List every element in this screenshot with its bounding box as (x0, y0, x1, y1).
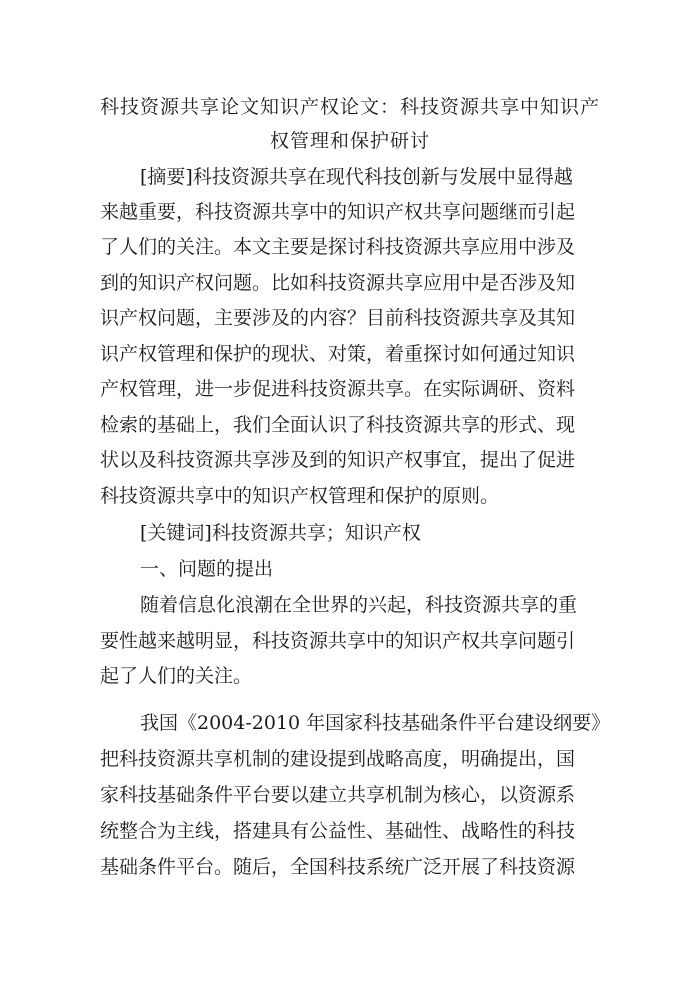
paragraph-line: 起了人们的关注。 (100, 665, 253, 687)
paragraph-line: 统整合为主线，搭建具有公益性、基础性、战略性的科技 (100, 820, 576, 842)
abstract-line: 来越重要，科技资源共享中的知识产权共享问题继而引起 (100, 201, 576, 223)
abstract-line: 产权管理，进一步促进科技资源共享。在实际调研、资料 (100, 378, 576, 400)
abstract-line: [摘要]科技资源共享在现代科技创新与发展中显得越 (140, 166, 573, 188)
paragraph-line: 我国《2004-2010 年国家科技基础条件平台建设纲要》 (140, 712, 611, 734)
paragraph-line: 基础条件平台。随后，全国科技系统广泛开展了科技资源 (100, 856, 576, 878)
document-title-line-2: 权管理和保护研讨 (269, 130, 430, 152)
abstract-line: 科技资源共享中的知识产权管理和保护的原则。 (100, 485, 500, 507)
abstract-line: 到的知识产权问题。比如科技资源共享应用中是否涉及知 (100, 272, 576, 294)
abstract-line: 识产权问题，主要涉及的内容？目前科技资源共享及其知 (100, 307, 576, 329)
paragraph-line: 要性越来越明显，科技资源共享中的知识产权共享问题引 (100, 630, 576, 652)
paragraph-line: 把科技资源共享机制的建设提到战略高度，明确提出，国 (100, 748, 576, 770)
keywords-line: [关键词]科技资源共享；知识产权 (140, 522, 421, 544)
abstract-line: 状以及科技资源共享涉及到的知识产权事宜，提出了促进 (100, 449, 576, 471)
paragraph-line: 随着信息化浪潮在全世界的兴起，科技资源共享的重 (140, 594, 578, 616)
section-heading: 一、问题的提出 (140, 558, 274, 580)
abstract-line: 检索的基础上，我们全面认识了科技资源共享的形式、现 (100, 414, 576, 436)
abstract-line: 识产权管理和保护的现状、对策，着重探讨如何通过知识 (100, 343, 576, 365)
abstract-line: 了人们的关注。本文主要是探讨科技资源共享应用中涉及 (100, 236, 576, 258)
paragraph-line: 家科技基础条件平台要以建立共享机制为核心，以资源系 (100, 784, 576, 806)
document-title-line-1: 科技资源共享论文知识产权论文：科技资源共享中知识产 (100, 96, 601, 118)
